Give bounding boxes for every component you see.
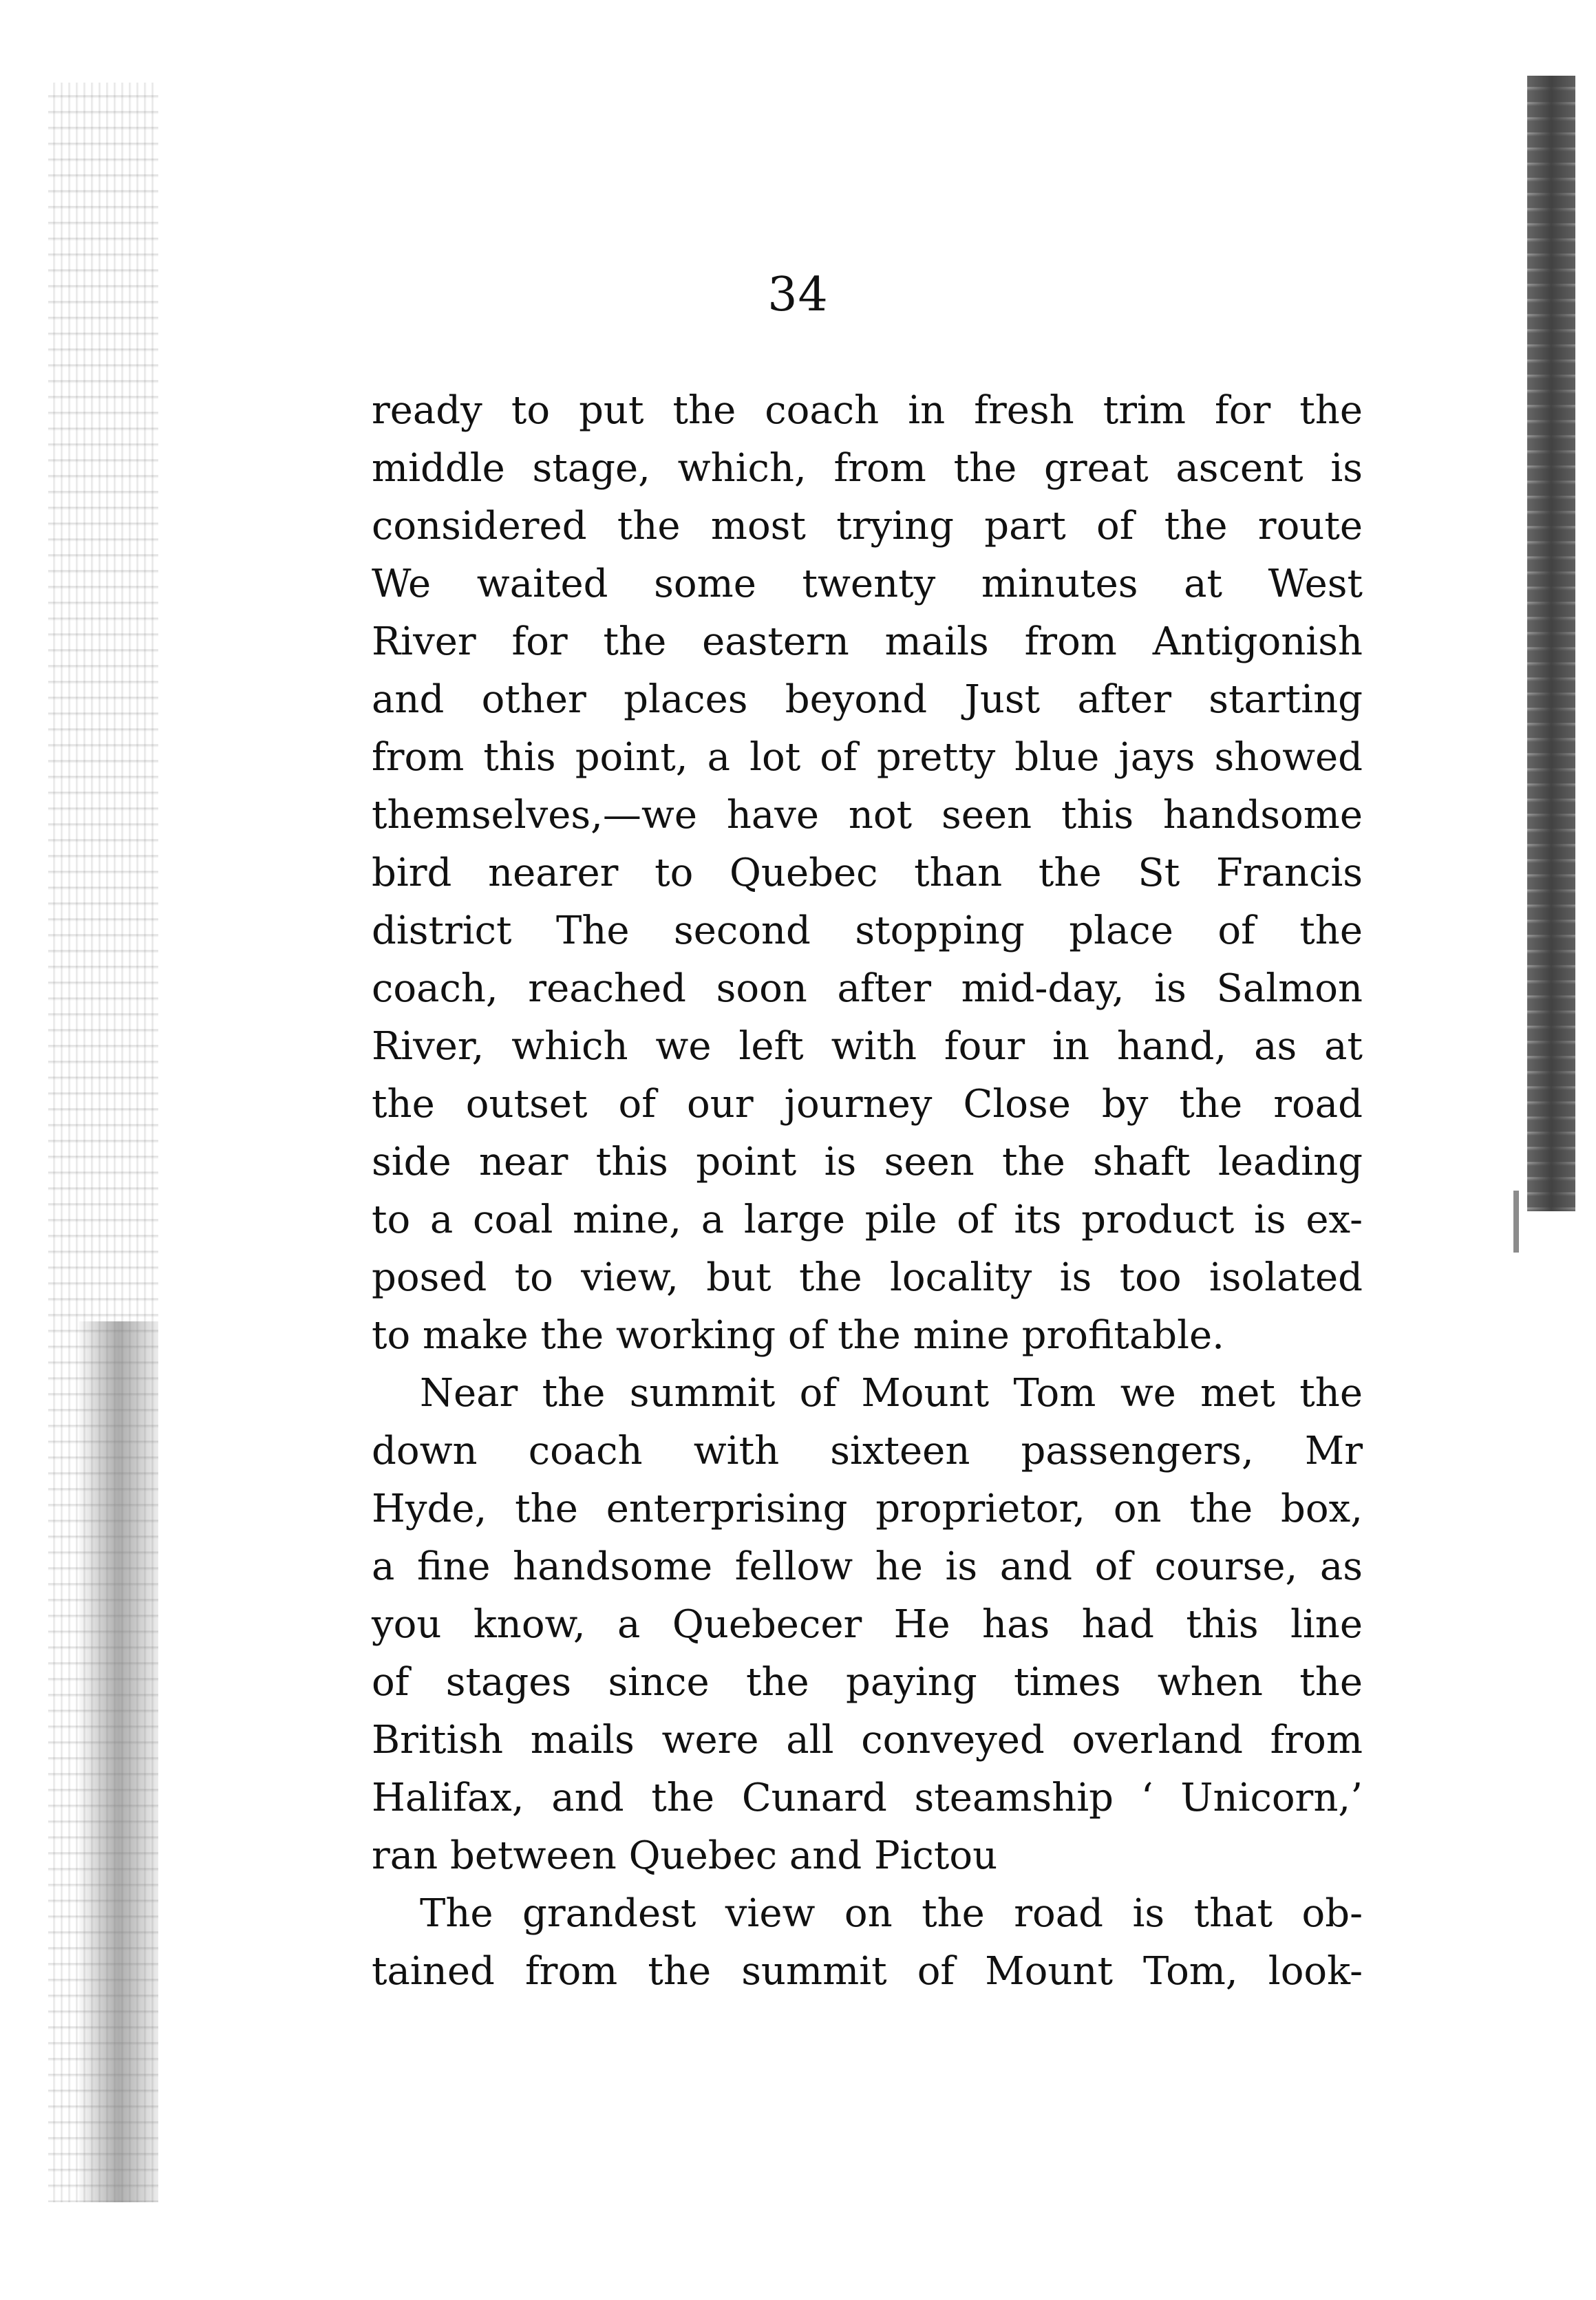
text-line: British mails were all conveyed overland from (372, 1718, 1363, 1763)
text-line: you know, a Quebecer He has had this line (372, 1602, 1363, 1647)
right-scan-margin (1527, 76, 1575, 1211)
text-line: the outset of our journey Close by the road (372, 1082, 1363, 1127)
text-line: a fine handsome fellow he is and of course, as (372, 1544, 1363, 1589)
text-line: side near this point is seen the shaft leading (372, 1140, 1363, 1184)
text-line: and other places beyond Just after starting (372, 677, 1363, 722)
left-scan-margin (48, 83, 158, 2202)
text-line: ran between Quebec and Pictou (372, 1833, 998, 1878)
text-line: River for the eastern mails from Antigonish (372, 619, 1363, 664)
text-line: to a coal mine, a large pile of its product is ex- (372, 1197, 1363, 1242)
text-line: from this point, a lot of pretty blue jays showed (372, 735, 1363, 780)
text-line: themselves,—we have not seen this handsome (372, 793, 1363, 838)
text-line: River, which we left with four in hand, as at (372, 1024, 1363, 1069)
text-line: considered the most trying part of the route (372, 504, 1363, 549)
text-line: posed to view, but the locality is too isolated (372, 1255, 1363, 1300)
text-line: Hyde, the enterprising proprietor, on the box, (372, 1487, 1363, 1531)
text-line: bird nearer to Quebec than the St Francis (372, 851, 1363, 895)
text-line: tained from the summit of Mount Tom, look- (372, 1949, 1363, 1994)
text-line: The grandest view on the road is that ob- (420, 1891, 1363, 1936)
text-line: middle stage, which, from the great ascent is (372, 446, 1363, 491)
text-line: of stages since the paying times when the (372, 1660, 1363, 1705)
text-line: Halifax, and the Cunard steamship ‘ Unicorn,’ (372, 1776, 1363, 1820)
text-line: coach, reached soon after mid-day, is Salmon (372, 966, 1363, 1011)
body-text (372, 382, 1363, 2001)
text-line: to make the working of the mine profitable. (372, 1313, 1224, 1358)
text-line: down coach with sixteen passengers, Mr (372, 1429, 1363, 1473)
text-line: Near the summit of Mount Tom we met the (420, 1371, 1363, 1416)
text-line: We waited some twenty minutes at West (372, 562, 1363, 606)
text-line: ready to put the coach in fresh trim for the (372, 388, 1363, 433)
page-number: 34 (767, 268, 829, 322)
text-line: district The second stopping place of the (372, 908, 1363, 953)
